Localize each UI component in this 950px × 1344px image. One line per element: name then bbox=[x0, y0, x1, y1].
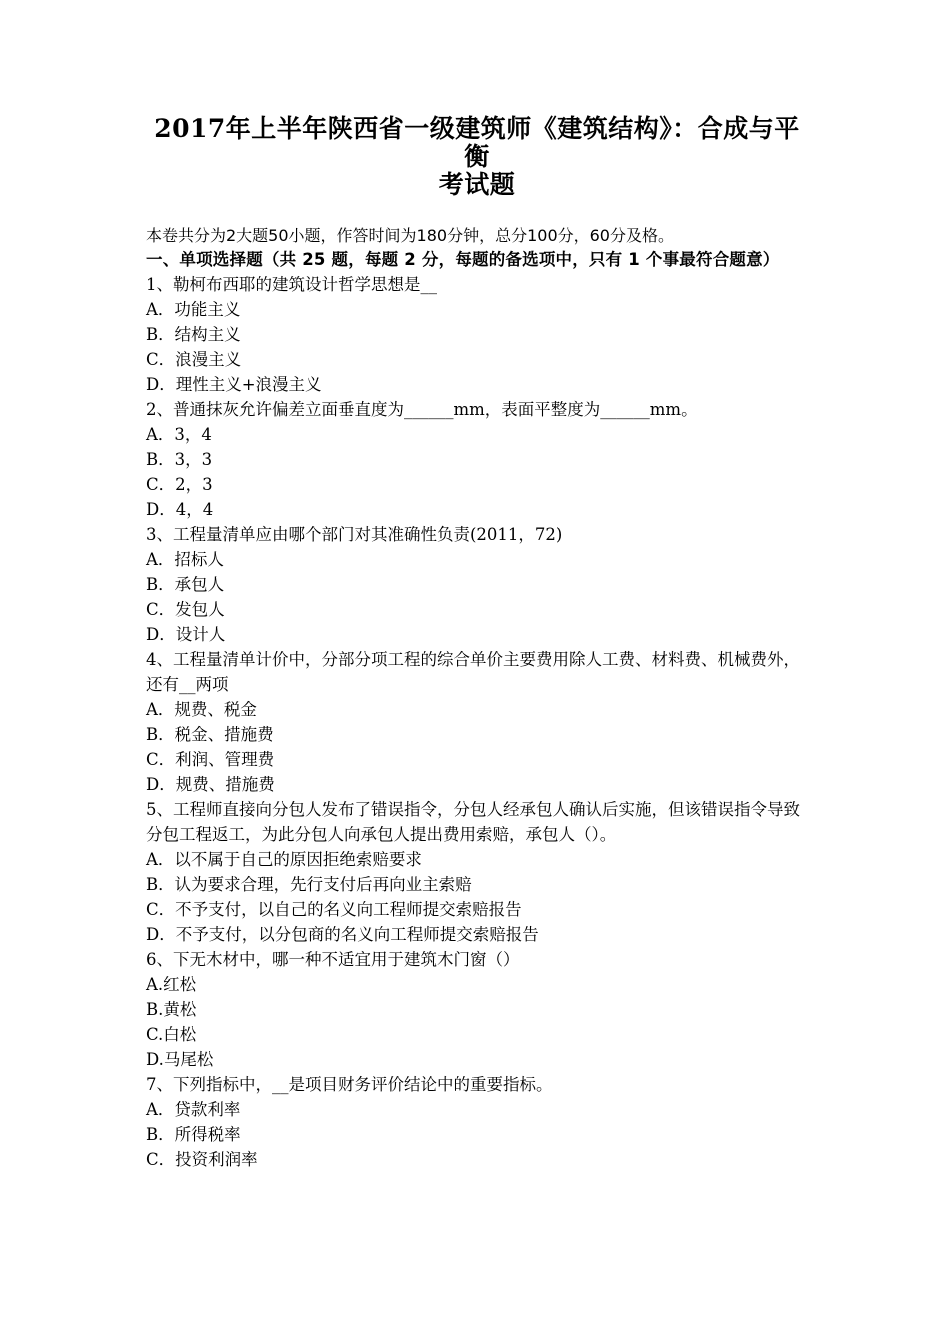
answer-option: A．功能主义 bbox=[146, 300, 241, 319]
answer-option: C．发包人 bbox=[146, 600, 225, 619]
answer-option: B．结构主义 bbox=[146, 325, 241, 344]
answer-option: C．利润、管理费 bbox=[146, 750, 275, 769]
question-stem: 6、下无木材中，哪一种不适宜用于建筑木门窗（） bbox=[146, 950, 520, 969]
question-block bbox=[146, 647, 808, 797]
answer-option: D．理性主义+浪漫主义 bbox=[146, 375, 322, 394]
answer-option: C．投资利润率 bbox=[146, 1150, 258, 1169]
question-block bbox=[146, 522, 808, 647]
question-stem: 2、普通抹灰允许偏差立面垂直度为______mm，表面平整度为______mm。 bbox=[146, 400, 698, 419]
answer-option: A．3，4 bbox=[146, 425, 212, 444]
question-block bbox=[146, 1072, 808, 1172]
answer-option: B．所得税率 bbox=[146, 1125, 241, 1144]
answer-option: A．贷款利率 bbox=[146, 1100, 241, 1119]
question-stem: 5、工程师直接向分包人发布了错误指令，分包人经承包人确认后实施，但该错误指令导致分包工程返工，为此分包人向承包人提出费用索赔，承包人（）。 bbox=[146, 800, 800, 844]
answer-option: B．承包人 bbox=[146, 575, 225, 594]
answer-option: C．不予支付，以自己的名义向工程师提交索赔报告 bbox=[146, 900, 522, 919]
answer-option: D.马尾松 bbox=[146, 1050, 214, 1069]
answer-option: A.红松 bbox=[146, 975, 197, 994]
document-title bbox=[146, 115, 808, 199]
answer-option: A．招标人 bbox=[146, 550, 224, 569]
answer-option: C．浪漫主义 bbox=[146, 350, 242, 369]
answer-option: A．以不属于自己的原因拒绝索赔要求 bbox=[146, 850, 422, 869]
question-block bbox=[146, 797, 808, 947]
question-block bbox=[146, 947, 808, 1072]
answer-option: C.白松 bbox=[146, 1025, 197, 1044]
title-line-2: 考试题 bbox=[438, 170, 516, 199]
answer-option: B．认为要求合理，先行支付后再向业主索赔 bbox=[146, 875, 472, 894]
answer-option: D．4，4 bbox=[146, 500, 214, 519]
answer-option: D．规费、措施费 bbox=[146, 775, 275, 794]
answer-option: B.黄松 bbox=[146, 1000, 197, 1019]
question-block bbox=[146, 397, 808, 522]
question-block bbox=[146, 272, 808, 397]
question-stem: 7、下列指标中，__是项目财务评价结论中的重要指标。 bbox=[146, 1075, 553, 1094]
section-heading: 一、单项选择题（共 25 题，每题 2 分，每题的备选项中，只有 1 个事最符合题意） bbox=[146, 250, 780, 269]
question-stem: 4、工程量清单计价中，分部分项工程的综合单价主要费用除人工费、材料费、机械费外，还有__两项 bbox=[146, 650, 800, 694]
answer-option: B．3，3 bbox=[146, 450, 213, 469]
answer-option: D．不予支付，以分包商的名义向工程师提交索赔报告 bbox=[146, 925, 539, 944]
answer-option: C．2，3 bbox=[146, 475, 213, 494]
question-stem: 3、工程量清单应由哪个部门对其准确性负责(2011，72) bbox=[146, 525, 563, 544]
question-stem: 1、勒柯布西耶的建筑设计哲学思想是__ bbox=[146, 275, 437, 294]
answer-option: D．设计人 bbox=[146, 625, 226, 644]
question-list bbox=[146, 272, 808, 1172]
answer-option: B．税金、措施费 bbox=[146, 725, 274, 744]
answer-option: A．规费、税金 bbox=[146, 700, 257, 719]
title-line-1: 2017年上半年陕西省一级建筑师《建筑结构》：合成与平衡 bbox=[154, 114, 800, 171]
exam-intro: 本卷共分为2大题50小题，作答时间为180分钟，总分100分，60分及格。 bbox=[146, 226, 674, 245]
